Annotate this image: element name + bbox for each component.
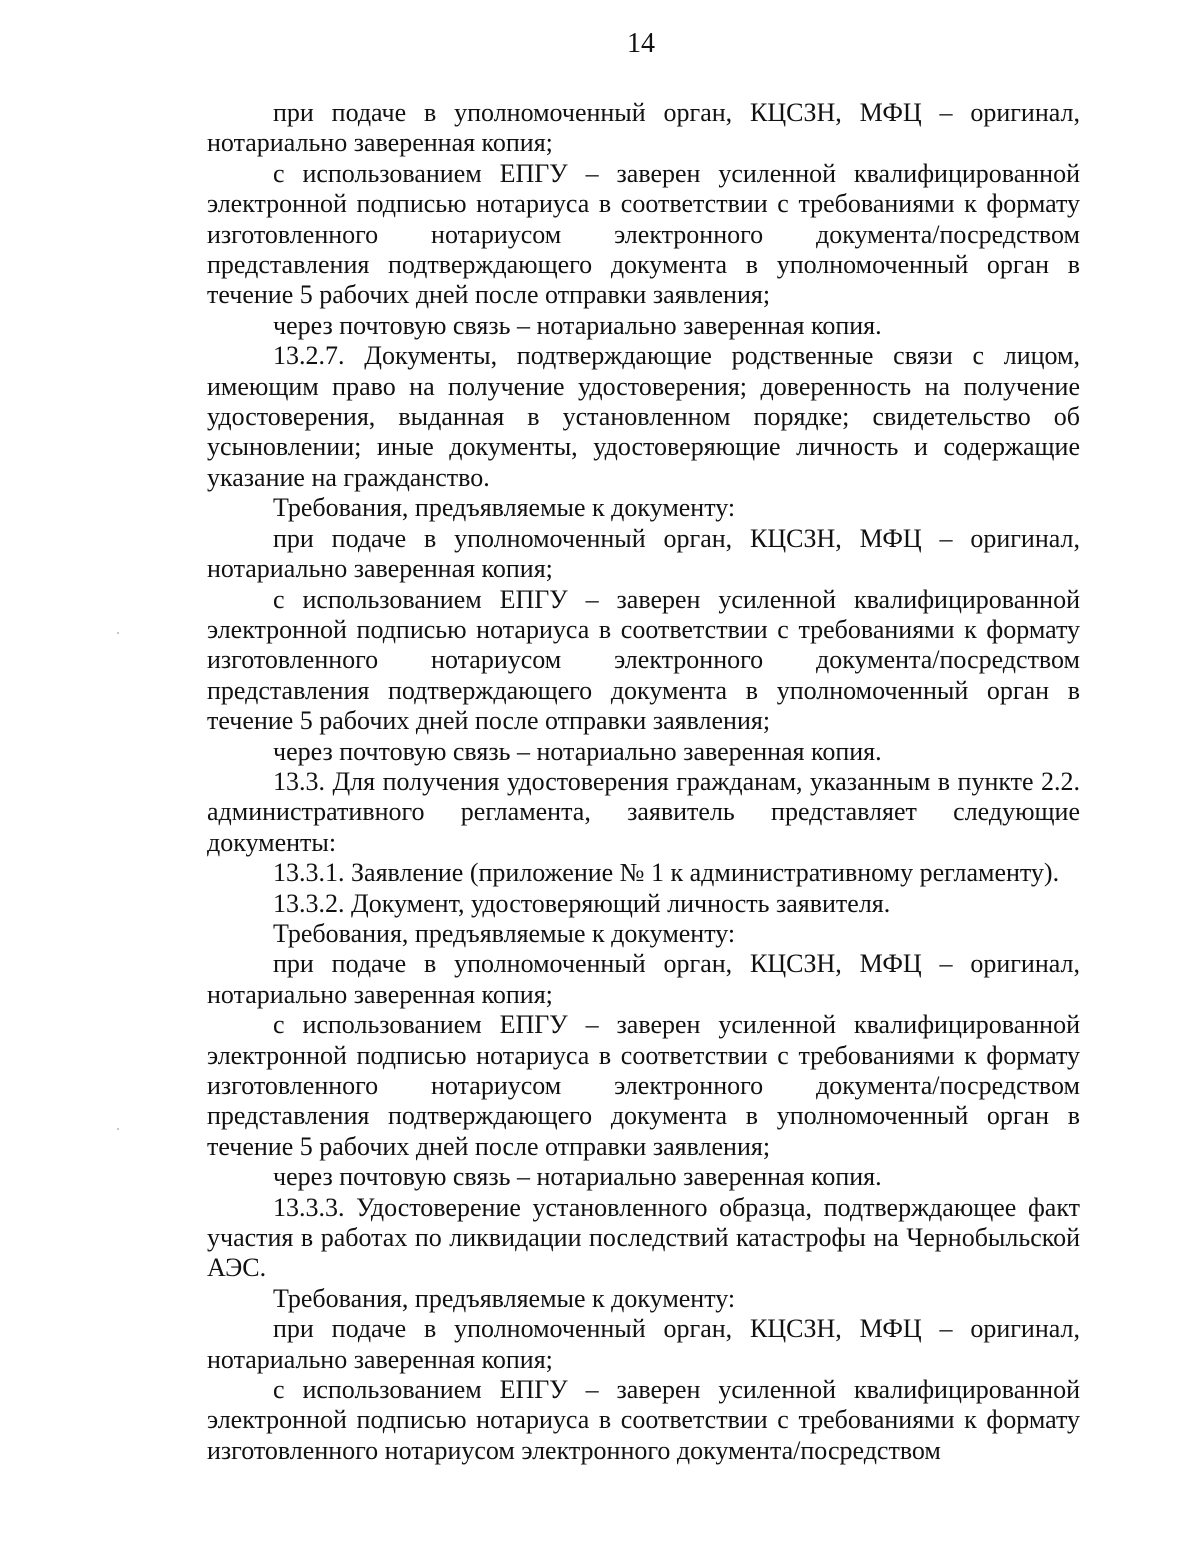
paragraph: с использованием ЕПГУ – заверен усиленной квалифицированной электронной подписью нотариуса в соответствии с требованиями к формату изготовленного нотариусом электронного документа/посредством [207,1375,1080,1465]
scan-artifact [117,632,119,634]
paragraph: 13.3.3. Удостоверение установленного образца, подтверждающее факт участия в работах по ликвидации последствий катастрофы на Чернобыльской АЭС. [207,1192,1080,1283]
paragraph: при подаче в уполномоченный орган, КЦСЗН, МФЦ – оригинал, нотариально заверенная копия; [207,98,1080,158]
paragraph: через почтовую связь – нотариально заверенная копия. [273,736,882,766]
paragraph: с использованием ЕПГУ – заверен усиленной квалифицированной электронной подписью нотариуса в соответствии с требованиями к формату изготовленного нотариусом электронного документа/посредством представления подтверждающего документа в уполномоченный орган в течение 5 рабочих дней после отправки заявления; [207,1010,1080,1161]
paragraph: при подаче в уполномоченный орган, КЦСЗН, МФЦ – оригинал, нотариально заверенная копия; [207,523,1080,584]
paragraph: при подаче в уполномоченный орган, КЦСЗН, МФЦ – оригинал, нотариально заверенная копия; [207,949,1080,1009]
paragraph: 13.3.2. Документ, удостоверяющий личность заявителя. [273,888,891,918]
paragraph: Требования, предъявляемые к документу: [273,493,736,523]
scan-artifact [117,1128,119,1130]
paragraph: 13.2.7. Документы, подтверждающие родственные связи с лицом, имеющим право на получение удостоверения; доверенность на получение удостоверения, выданная в установленном порядке; свидетельство об усыновлении; иные документы, удостоверяющие личность и содержащие указание на гражданство. [207,341,1080,492]
paragraph: 13.3. Для получения удостоверения гражданам, указанным в пункте 2.2. административного регламента, заявитель представляет следующие документы: [207,766,1080,857]
page-number: 14 [627,28,655,59]
paragraph: через почтовую связь – нотариально заверенная копия. [273,310,882,340]
paragraph: 13.3.1. Заявление (приложение № 1 к административному регламенту). [273,858,1060,888]
paragraph: через почтовую связь – нотариально заверенная копия. [273,1162,882,1192]
document-body [207,98,1080,1466]
paragraph: с использованием ЕПГУ – заверен усиленной квалифицированной электронной подписью нотариуса в соответствии с требованиями к формату изготовленного нотариусом электронного документа/посредством представления подтверждающего документа в уполномоченный орган в течение 5 рабочих дней после отправки заявления; [207,584,1080,736]
paragraph: Требования, предъявляемые к документу: [273,1283,736,1313]
paragraph: Требования, предъявляемые к документу: [273,918,736,948]
paragraph: с использованием ЕПГУ – заверен усиленной квалифицированной электронной подписью нотариуса в соответствии с требованиями к формату изготовленного нотариусом электронного документа/посредством представления подтверждающего документа в уполномоченный орган в течение 5 рабочих дней после отправки заявления; [207,158,1080,310]
paragraph: при подаче в уполномоченный орган, КЦСЗН, МФЦ – оригинал, нотариально заверенная копия; [207,1314,1080,1374]
